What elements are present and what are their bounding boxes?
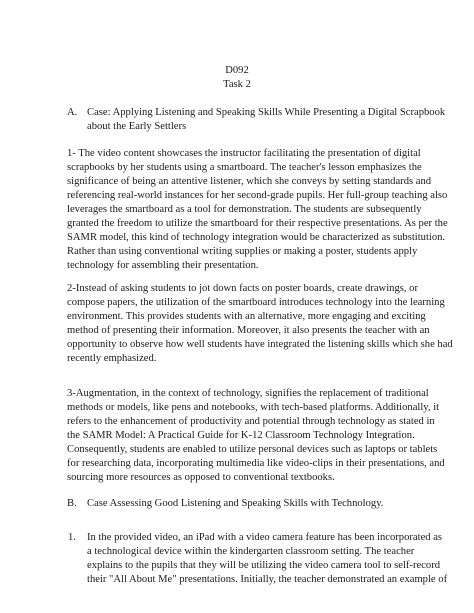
paragraph-2-line: environment. This provides students with an alternative, more engaging and exciting	[67, 311, 426, 322]
paragraph-2-line: method of presenting their information. Moreover, it also presents the teacher with an	[67, 325, 430, 336]
paragraph-1-line: scrapbooks by her students using a smartboard. The teacher's lesson emphasizes the	[67, 162, 422, 173]
document-code: D092	[225, 65, 249, 76]
section-a-title-line: Case: Applying Listening and Speaking Skills While Presenting a Digital Scrapbook	[87, 107, 446, 118]
paragraph-2-line: compose papers, the utilization of the smartboard introduces technology into the learning	[67, 297, 445, 308]
section-a-title-line: about the Early Settlers	[87, 121, 187, 132]
paragraph-1-line: Rather than using conventional writing supplies or making a poster, students apply	[67, 246, 418, 257]
paragraph-3-line: refers to the enhancement of productivity and potential through technology as stated in	[67, 416, 435, 427]
paragraph-2-line: 2-Instead of asking students to jot down facts on poster boards, create drawings, or	[67, 283, 418, 294]
item-1-line: In the provided video, an iPad with a video camera feature has been incorporated as	[87, 532, 443, 543]
paragraph-1-line: 1- The video content showcases the instructor facilitating the presentation of digital	[67, 148, 421, 159]
item-1-line: a technological device within the kindergarten classroom setting. The teacher	[87, 546, 415, 557]
paragraph-3-line: methods or models, like pens and notebooks, with tech-based platforms. Additionally, it	[67, 402, 440, 413]
paragraph-1-line: leverages the smartboard as a tool for demonstration. The students are subsequently	[67, 204, 422, 215]
item-1-line: explains to the pupils that they will be utilizing the video camera tool to self-record	[87, 560, 441, 571]
paragraph-3-line: Consequently, students are enabled to utilize personal devices such as laptops or tablets	[67, 444, 438, 455]
paragraph-1-line: technology for assembling their presentation.	[67, 260, 259, 271]
section-a-marker: A.	[67, 107, 78, 118]
paragraph-3-line: the SAMR Model: A Practical Guide for K-12 Classroom Technology Integration.	[67, 430, 415, 441]
task-title: Task 2	[223, 79, 251, 90]
item-1-line: their "All About Me" presentations. Initially, the teacher demonstrated an example of	[87, 574, 448, 585]
paragraph-1-line: granted the freedom to utilize the smartboard for their respective presentations. As per the	[67, 218, 448, 229]
paragraph-3-line: for researching data, incorporating multimedia like video-clips in their presentations, and	[67, 458, 445, 469]
paragraph-1-line: SAMR model, this kind of technology integration would be characterized as substitution.	[67, 232, 446, 243]
item-1-marker: 1.	[68, 532, 76, 543]
section-b-marker: B.	[67, 498, 77, 509]
paragraph-1-line: referencing real-world instances for her second-grade pupils. Her full-group teaching also	[67, 190, 448, 201]
paragraph-2-line: recently emphasized.	[67, 353, 157, 364]
paragraph-3-line: sourcing more resources as opposed to conventional textbooks.	[67, 472, 335, 483]
paragraph-3-line: 3-Augmentation, in the context of technology, signifies the replacement of traditional	[67, 388, 429, 399]
paragraph-2-line: opportunity to observe how well students have integrated the listening skills which she had	[67, 339, 453, 350]
paragraph-1-line: significance of being an attentive listener, which she conveys by setting standards and	[67, 176, 432, 187]
section-b-title: Case Assessing Good Listening and Speaking Skills with Technology.	[87, 498, 384, 509]
